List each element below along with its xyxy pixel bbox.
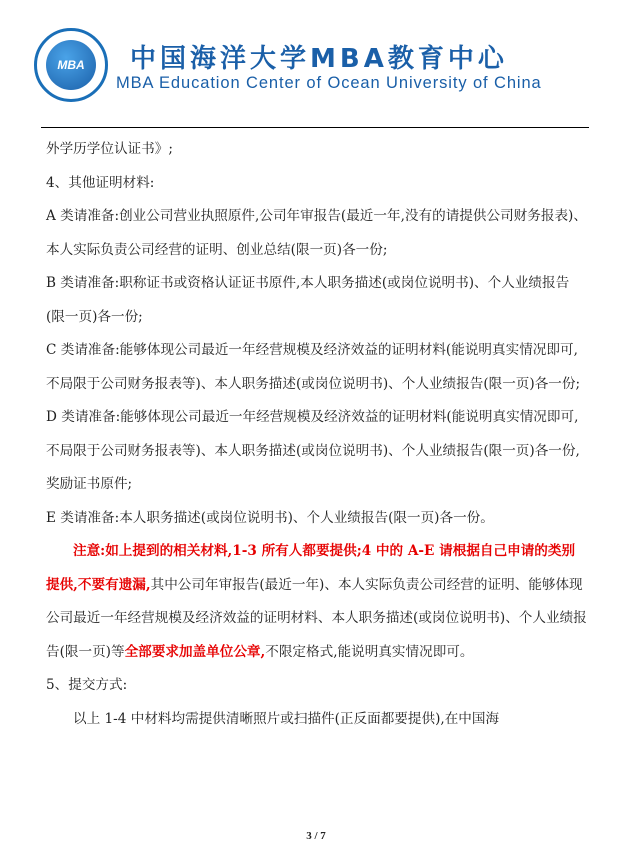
paragraph-d: D 类请准备:能够体现公司最近一年经营规模及经济效益的证明材料(能说明真实情况即可,不局限于公司财务报表等)、本人职务描述(或岗位说明书)、个人业绩报告(限一页)各一份,奖励证书原件; [46, 409, 580, 492]
note-warning: 注意:如上提到的相关材料,1-3 所有人都要提供;4 中的 A-E 请根据自己申请的类别提供,不要有遗漏, [46, 543, 576, 593]
text-line: 外学历学位认证书》; [46, 141, 173, 157]
university-logo [34, 28, 108, 102]
note-stamp-requirement: 全部要求加盖单位公章, [124, 643, 266, 660]
paragraph-a: A 类请准备:创业公司营业执照原件,公司年审报告(最近一年,没有的请提供公司财务报表)、本人实际负责公司经营的证明、创业总结(限一页)各一份; [46, 208, 587, 258]
paragraph-c: C 类请准备:能够体现公司最近一年经营规模及经济效益的证明材料(能说明真实情况即可,不局限于公司财务报表等)、本人职务描述(或岗位说明书)、个人业绩报告(限一页)各一份; [46, 342, 581, 392]
note-text: 其中公司年审报告(最近一年)、本人实际负责公司经营的证明、能够体现公司最近一年经营规模及经济效益的证明材料、本人职务描述(或岗位说明书)、个人业绩报告(限一页)等 [46, 576, 587, 660]
note-ending: 不限定格式,能说明真实情况即可。 [265, 643, 474, 660]
header-title-english: MBA Education Center of Ocean University of China [116, 74, 542, 92]
submission-paragraph: 以上 1-4 中材料均需提供清晰照片或扫描件(正反面都要提供),在中国海 [73, 710, 500, 727]
logo-text: MBA [57, 58, 85, 72]
page-number: 3 / 7 [306, 830, 326, 842]
note-paragraph [46, 535, 588, 669]
logo-emblem [46, 40, 96, 90]
section-heading: 5、提交方式: [46, 677, 128, 693]
document-body [46, 133, 588, 736]
header-title-chinese: 中国海洋大学MBA教育中心 [130, 44, 508, 74]
section-heading: 4、其他证明材料: [46, 174, 155, 191]
header-divider [41, 127, 589, 128]
paragraph-b: B 类请准备:职称证书或资格认证证书原件,本人职务描述(或岗位说明书)、个人业绩报告(限一页)各一份; [46, 275, 570, 325]
paragraph-e: E 类请准备:本人职务描述(或岗位说明书)、个人业绩报告(限一页)各一份。 [46, 509, 494, 526]
page-header [0, 0, 632, 128]
